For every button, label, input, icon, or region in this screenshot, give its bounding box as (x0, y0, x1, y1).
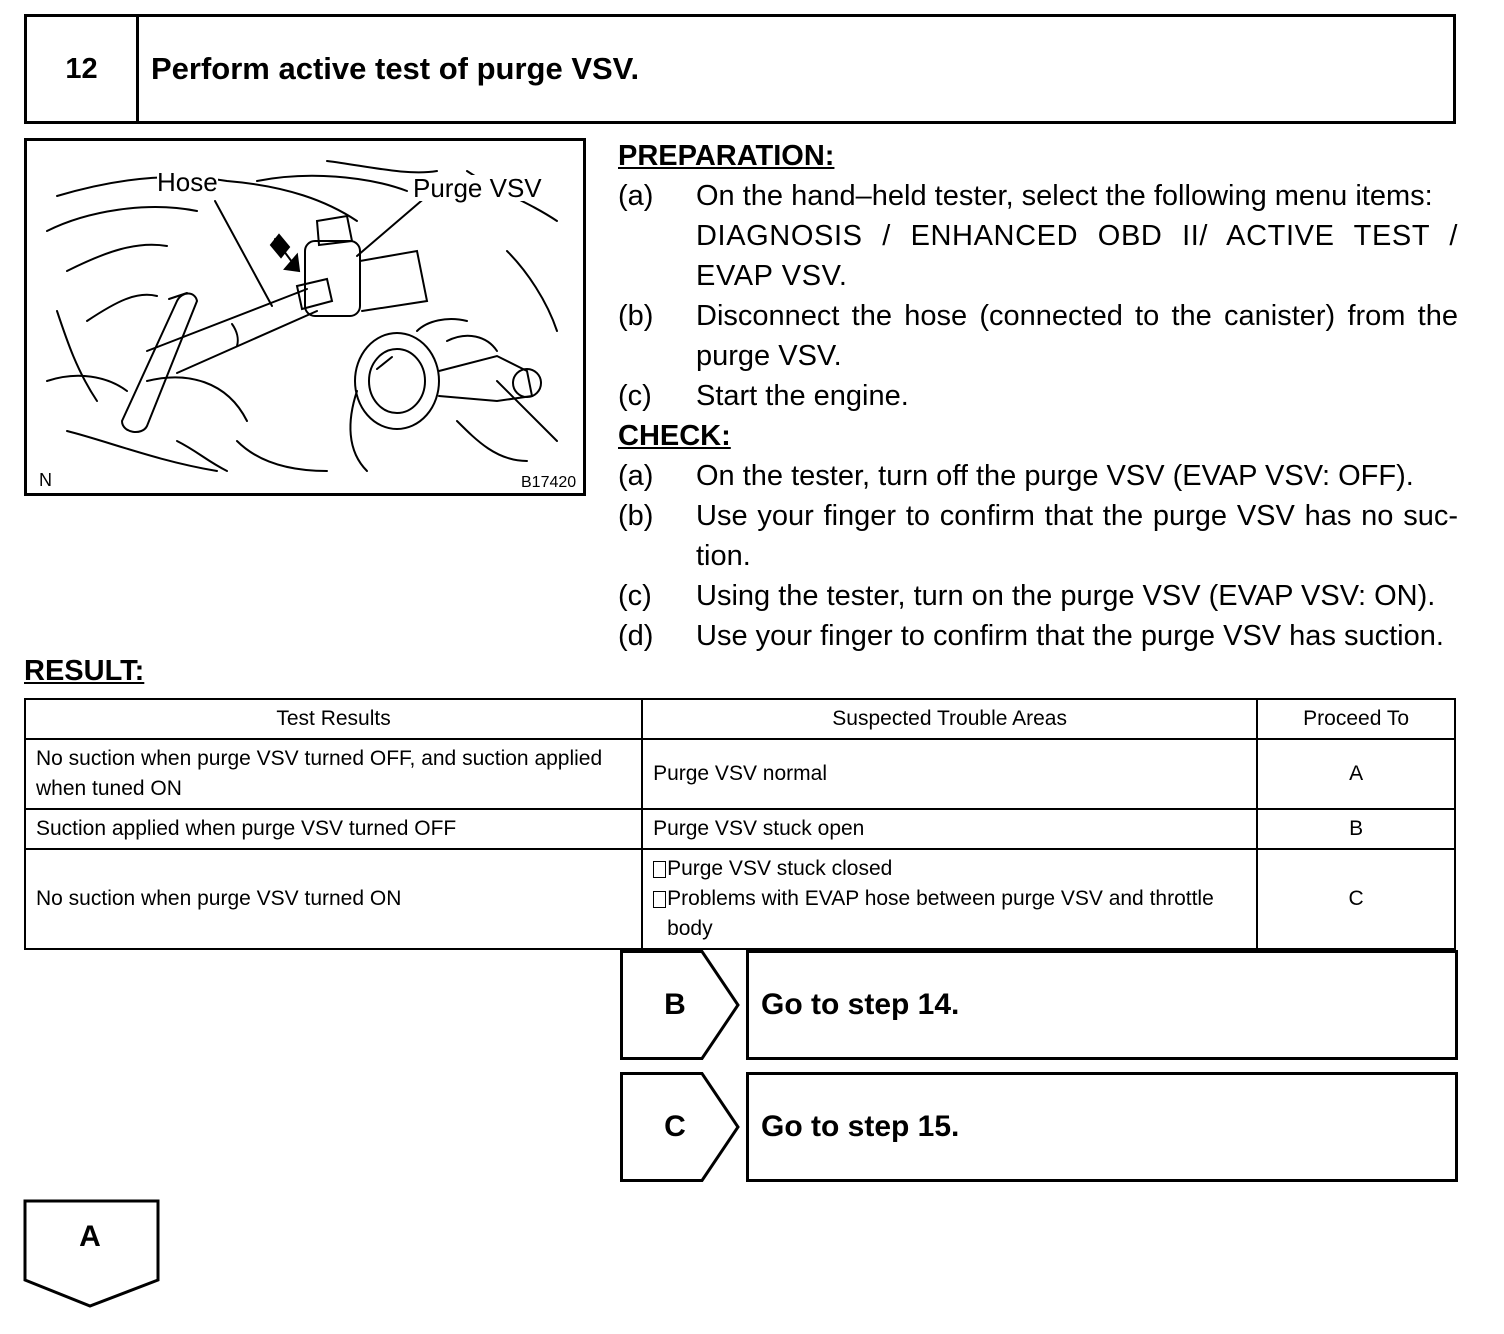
bullet-item: Purge VSV stuck closed (653, 854, 1246, 884)
bullet-item: Problems with EVAP hose between purge VSV and throttle body (653, 884, 1246, 944)
proceed-to-cell: C (1257, 849, 1455, 949)
check-item (618, 456, 1458, 496)
preparation-item (618, 376, 1458, 416)
hose-label: Hose (157, 167, 218, 197)
outcome-b (620, 950, 1458, 1060)
item-text: Use your finger to confirm that the purge VSV has no suc-tion. (696, 500, 1458, 572)
check-item (618, 496, 1458, 576)
step-title: Perform active test of purge VSV. (151, 51, 640, 86)
step-number: 12 (27, 17, 139, 121)
result-table (24, 698, 1456, 950)
table-header-row (25, 699, 1455, 739)
result-heading: RESULT: (24, 655, 145, 687)
item-text: Start the engine. (696, 380, 909, 412)
item-text: Use your finger to confirm that the purge VSV has suction. (696, 620, 1444, 652)
item-text: Disconnect the hose (connected to the canister) from the purge VSV. (696, 300, 1458, 372)
purge-vsv-label: Purge VSV (413, 173, 542, 203)
item-label: (b) (618, 500, 654, 532)
preparation-item (618, 296, 1458, 376)
check-heading: CHECK: (618, 420, 731, 452)
item-label: (a) (618, 460, 654, 492)
preparation-heading: PREPARATION: (618, 140, 835, 172)
outcome-letter: C (664, 1110, 686, 1143)
column-header: Suspected Trouble Areas (642, 699, 1257, 739)
down-arrow-icon (22, 1198, 162, 1310)
outcome-letter: A (79, 1220, 101, 1253)
bullet-box-icon (653, 861, 666, 878)
outcome-c (620, 1072, 1458, 1182)
procedure-text (618, 136, 1458, 656)
bullet-box-icon (653, 891, 666, 908)
trouble-area-cell: Purge VSV normal (642, 739, 1257, 809)
table-row (25, 739, 1455, 809)
table-row (25, 849, 1455, 949)
trouble-area-cell: Purge VSV stuck open (642, 809, 1257, 849)
item-text: On the tester, turn off the purge VSV (EVAP VSV: OFF). (696, 460, 1414, 492)
check-item (618, 576, 1458, 616)
outcome-action: Go to step 14. (746, 950, 1458, 1060)
column-header: Proceed To (1257, 699, 1455, 739)
orientation-mark: N (39, 470, 52, 490)
item-label: (d) (618, 620, 654, 652)
outcome-letter: B (664, 988, 686, 1021)
table-row (25, 809, 1455, 849)
figure-code: B17420 (521, 474, 577, 491)
proceed-to-cell: B (1257, 809, 1455, 849)
check-item (618, 616, 1458, 656)
outcome-a (22, 1198, 162, 1310)
item-text: Using the tester, turn on the purge VSV (EVAP VSV: ON). (696, 580, 1436, 612)
test-result-cell: No suction when purge VSV turned OFF, and suction applied when tuned ON (25, 739, 642, 809)
item-label: (c) (618, 580, 652, 612)
item-label: (b) (618, 300, 654, 332)
column-header: Test Results (25, 699, 642, 739)
item-text: On the hand–held tester, select the following menu items: (696, 180, 1433, 212)
step-header (24, 14, 1456, 124)
preparation-item (618, 176, 1458, 296)
test-result-cell: No suction when purge VSV turned ON (25, 849, 642, 949)
proceed-to-cell: A (1257, 739, 1455, 809)
outcome-action: Go to step 15. (746, 1072, 1458, 1182)
purge-vsv-illustration (24, 138, 586, 496)
menu-path: DIAGNOSIS / ENHANCED OBD II/ ACTIVE TEST / EVAP VSV. (696, 220, 1458, 292)
item-label: (a) (618, 180, 654, 212)
test-result-cell: Suction applied when purge VSV turned OFF (25, 809, 642, 849)
trouble-area-cell (642, 849, 1257, 949)
item-label: (c) (618, 380, 652, 412)
